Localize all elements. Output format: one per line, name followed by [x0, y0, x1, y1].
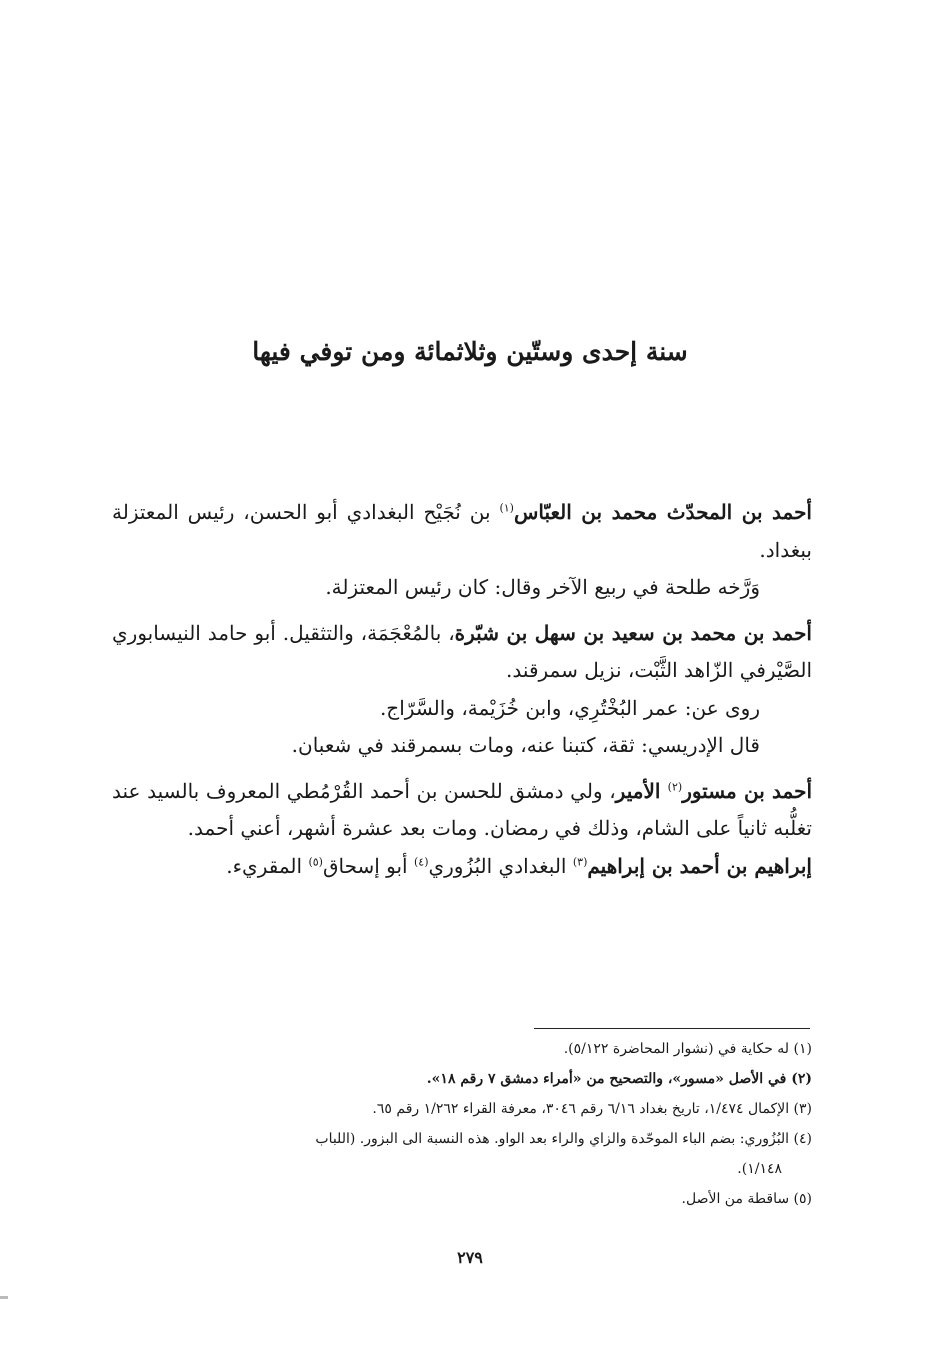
entry-1-text: بن نُجَيْح البغدادي أبو الحسن، رئيس المعتزلة ببغداد.: [112, 500, 812, 562]
entry-2-text: ، بالمُعْجَمَة، والتثقيل. أبو حامد النيسابوري الصَّيْرفي الزّاهد الثَّبْت، نزيل سمرقند.: [112, 620, 812, 682]
biography-entry-2: [112, 615, 812, 765]
entry-1-paragraph: [112, 494, 812, 569]
entry-4-nisba: البغدادي البُزُوري: [428, 853, 573, 878]
entry-4-name: إبراهيم بن أحمد بن إبراهيم: [587, 853, 812, 878]
scan-artifact: [0, 1296, 8, 1299]
entry-3-title: الأمير: [615, 778, 668, 803]
entry-4-kunya: أبو إسحاق: [322, 853, 414, 878]
footnote-ref-1[interactable]: (١): [499, 501, 514, 515]
footnote-1: (١) له حكاية في (نشوار المحاضرة ٥/١٢٢).: [563, 1041, 812, 1057]
footnote-2: (٢) في الأصل «مسور»، والتصحيح من «أمراء دمشق ٧ رقم ١٨».: [426, 1071, 812, 1087]
entry-4-paragraph: [112, 848, 812, 886]
entry-3-text: ، ولي دمشق للحسن بن أحمد القُرْمُطي المعروف بالسيد عند تغلُّبه ثانياً على الشام، وذلك في رمضان. ومات بعد عشرة أشهر، أعني أحمد.: [112, 778, 812, 840]
main-text: [112, 494, 812, 885]
page-number: ٢٧٩: [457, 1248, 483, 1267]
footnotes: [112, 1034, 812, 1214]
footnote-ref-5[interactable]: (٥): [308, 854, 323, 868]
footnote-ref-4[interactable]: (٤): [413, 854, 429, 868]
entry-2-line-3: قال الإدريسي: ثقة، كتبنا عنه، ومات بسمرقند في شعبان.: [291, 733, 760, 757]
footnote-divider: [534, 1028, 810, 1029]
entry-2-paragraph: [112, 615, 812, 690]
page-title: سنة إحدى وستّين وثلاثمائة ومن توفي فيها: [252, 337, 688, 366]
footnote-ref-2[interactable]: (٢): [667, 779, 683, 793]
entry-3-name: أحمد بن مستور: [682, 778, 813, 803]
biography-entry-4: [112, 848, 812, 886]
footnote-4: (٤) البُزُوري: بضم الباء الموحّدة والزاي والراء بعد الواو. هذه النسبة الى البزور. (اللباب: [315, 1131, 812, 1147]
biography-entry-1: [112, 494, 812, 607]
footnote-4-continued: ١/١٤٨).: [737, 1161, 782, 1177]
entry-2-name: أحمد بن محمد بن سعيد بن سهل بن شبّرة: [454, 620, 812, 645]
biography-entry-3: [112, 773, 812, 848]
footnote-5: (٥) ساقطة من الأصل.: [681, 1191, 812, 1207]
entry-3-paragraph: [112, 773, 812, 848]
entry-1-line-2: وَرَّخه طلحة في ربيع الآخر وقال: كان رئيس المعتزلة.: [325, 575, 760, 599]
entry-2-line-2: روى عن: عمر البُخْتُرِي، وابن خُزَيْمة، والسَّرّاج.: [379, 695, 760, 720]
entry-4-text: المقريء.: [226, 853, 309, 878]
entry-1-name: أحمد بن المحدّث محمد بن العبّاس: [513, 500, 812, 524]
footnote-3: (٣) الإكمال ١/٤٧٤، تاريخ بغداد ٦/١٦ رقم ٣٠٤٦، معرفة القراء ١/٢٦٢ رقم ٦٥.: [372, 1101, 812, 1117]
footnote-ref-3[interactable]: (٣): [572, 854, 588, 868]
